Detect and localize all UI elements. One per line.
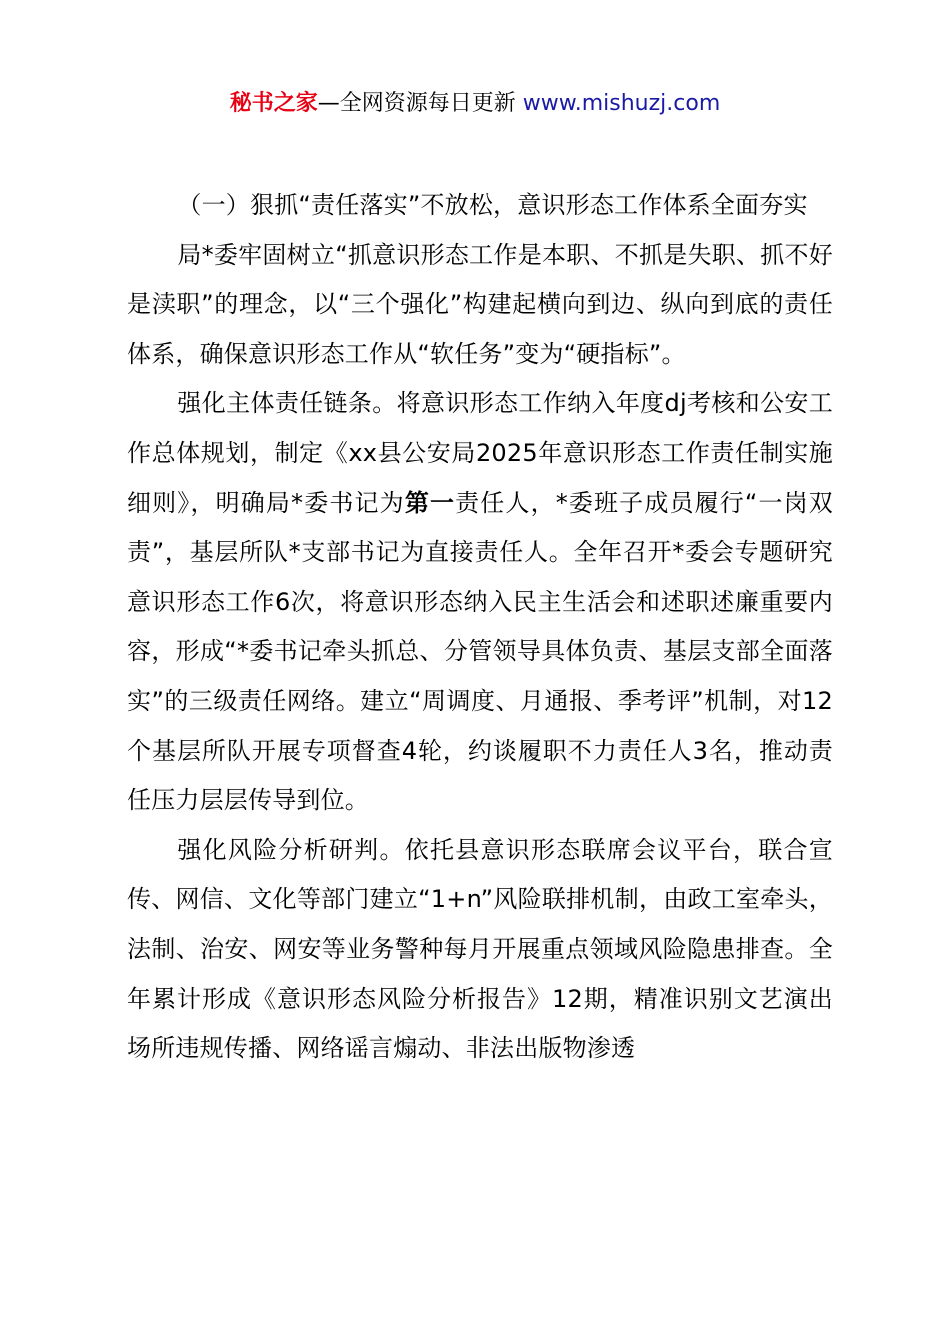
body-paragraph (127, 379, 833, 825)
site-tagline: —全网资源每日更新 (317, 91, 523, 116)
document-body (127, 181, 833, 1074)
body-paragraph: 强化风险分析研判。依托县意识形态联席会议平台，联合宣传、网信、文化等部门建立“1+n”风险联排机制，由政工室牵头，法制、治安、网安等业务警种每月开展重点领域风险隐患排查。全年累计形成《意识形态风险分析报告》12期，精准识别文艺演出场所违规传播、网络谣言煽动、非法出版物渗透 (127, 835, 833, 1063)
paragraph-text: 强化主体责任链条。将意识形态工作纳入年度dj考核和公安工作总体规划，制定《xx县公安局2025年意识形态工作责任制实施细则》，明确局*委书记为 (127, 389, 833, 517)
site-url-link[interactable]: www.mishuzj.com (522, 91, 721, 116)
site-brand: 秘书之家 (229, 91, 318, 116)
emphasis-text: 第一 (404, 488, 456, 517)
paragraph-text: 责任人，*委班子成员履行“一岗双责”，基层所队*支部书记为直接责任人。全年召开*委会专题研究意识形态工作6次，将意识形态纳入民主生活会和述职述廉重要内容，形成“*委书记牵头抓总、分管领导具体负责、基层支部全面落实”的三级责任网络。建立“周调度、月通报、季考评”机制，对12个基层所队开展专项督查4轮，约谈履职不力责任人3名，推动责任压力层层传导到位。 (127, 488, 834, 815)
section-heading: （一）狠抓“责任落实”不放松，意识形态工作体系全面夯实 (177, 191, 808, 219)
body-paragraph: 局*委牢固树立“抓意识形态工作是本职、不抓是失职、抓不好是渎职”的理念，以“三个强化”构建起横向到边、纵向到底的责任体系，确保意识形态工作从“软任务”变为“硬指标”。 (127, 240, 833, 368)
site-header (0, 88, 950, 120)
